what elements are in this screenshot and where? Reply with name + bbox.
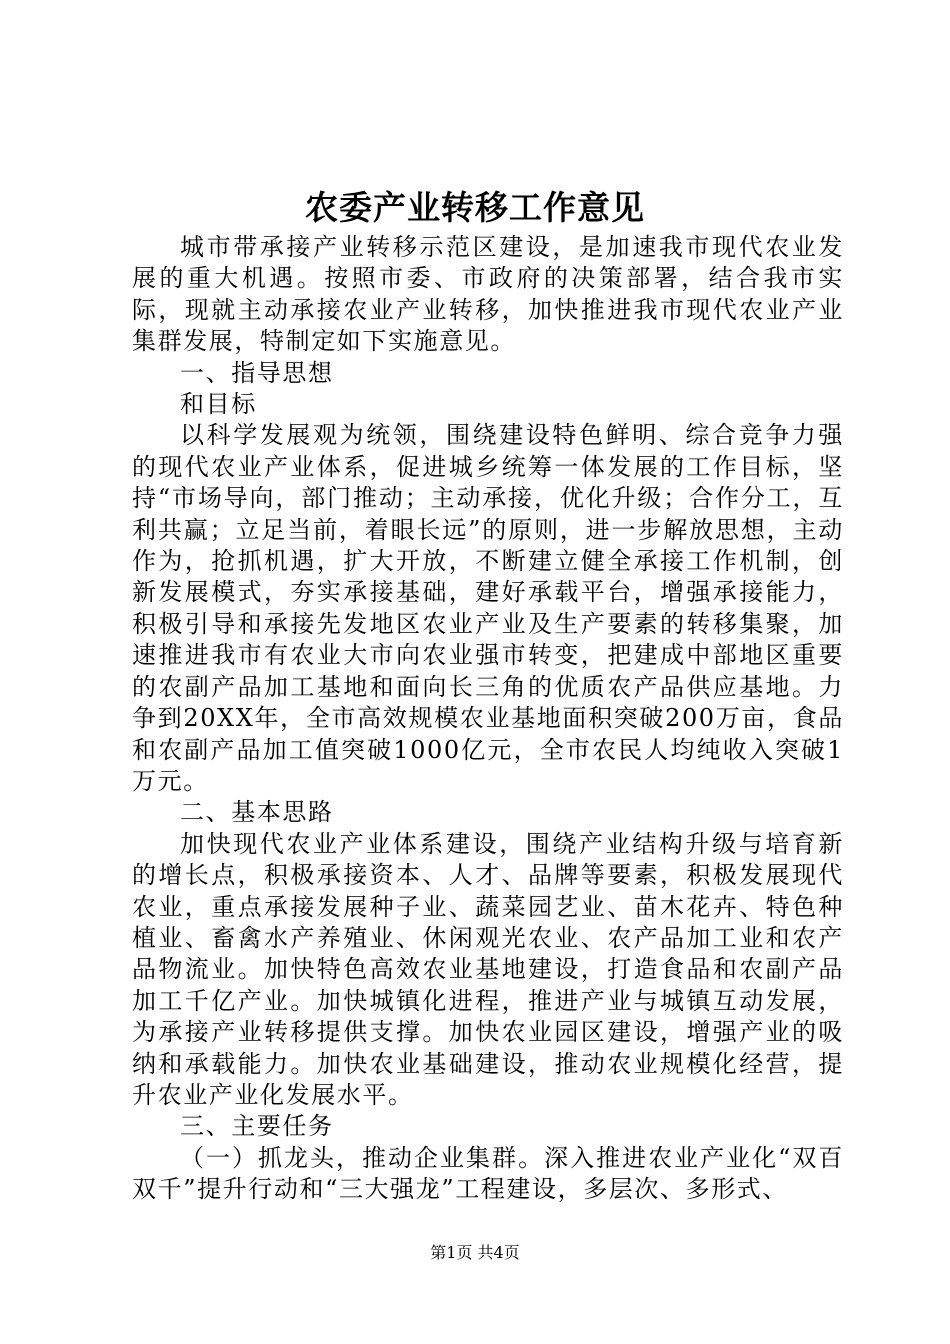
section-heading-guiding-thought: 一、指导思想 — [180, 358, 334, 387]
document-title: 农委产业转移工作意见 — [305, 188, 645, 227]
document-body — [132, 232, 844, 1206]
intro-paragraph: 城市带承接产业转移示范区建设，是加速我市现代农业发展的重大机遇。按照市委、市政府的决策部署，结合我市实际，现就主动承接农业产业转移，加快推进我市现代农业产业集群发展，特制定如下实施意见。 — [132, 233, 844, 356]
section-heading-basic-approach: 二、基本思路 — [180, 798, 334, 827]
guiding-thought-paragraph: 以科学发展观为统领，围绕建设特色鲜明、综合竞争力强的现代农业产业体系，促进城乡统筹一体发展的工作目标，坚持“市场导向，部门推动；主动承接，优化升级；合作分工，互利共赢；立足当前，着眼长远”的原则，进一步解放思想，主动作为，抢抓机遇，扩大开放，不断建立健全承接工作机制，创新发展模式，夯实承接基础，建好承载平台，增强承接能力，积极引导和承接先发地区农业产业及生产要素的转移集聚，加速推进我市有农业大市向农业强市转变，把建成中部地区重要的农副产品加工基地和面向长三角的优质农产品供应基地。力争到20XX年，全市高效规模农业基地面积突破200万亩，食品和农副产品加工值突破1000亿元，全市农民人均纯收入突破1万元。 — [132, 421, 844, 795]
section-heading-main-tasks: 三、主要任务 — [180, 1112, 334, 1141]
basic-approach-paragraph: 加快现代农业产业体系建设，围绕产业结构升级与培育新的增长点，积极承接资本、人才、品牌等要素，积极发展现代农业，重点承接发展种子业、蔬菜园艺业、苗木花卉、特色种植业、畜禽水产养殖业、休闲观光农业、农产品加工业和农产品物流业。加快特色高效农业基地建设，打造食品和农副产品加工千亿产业。加快城镇化进程，推进产业与城镇互动发展，为承接产业转移提供支撑。加快农业园区建设，增强产业的吸纳和承载能力。加快农业基础建设，推动农业规模化经营，提升农业产业化发展水平。 — [132, 829, 844, 1109]
main-tasks-paragraph: （一）抓龙头，推动企业集群。深入推进农业产业化“双百双千”提升行动和“三大强龙”工程建设，多层次、多形式、 — [132, 1143, 844, 1204]
section-heading-guiding-thought-cont: 和目标 — [180, 390, 257, 419]
page-footer: 第1页 共4页 — [430, 1243, 520, 1262]
